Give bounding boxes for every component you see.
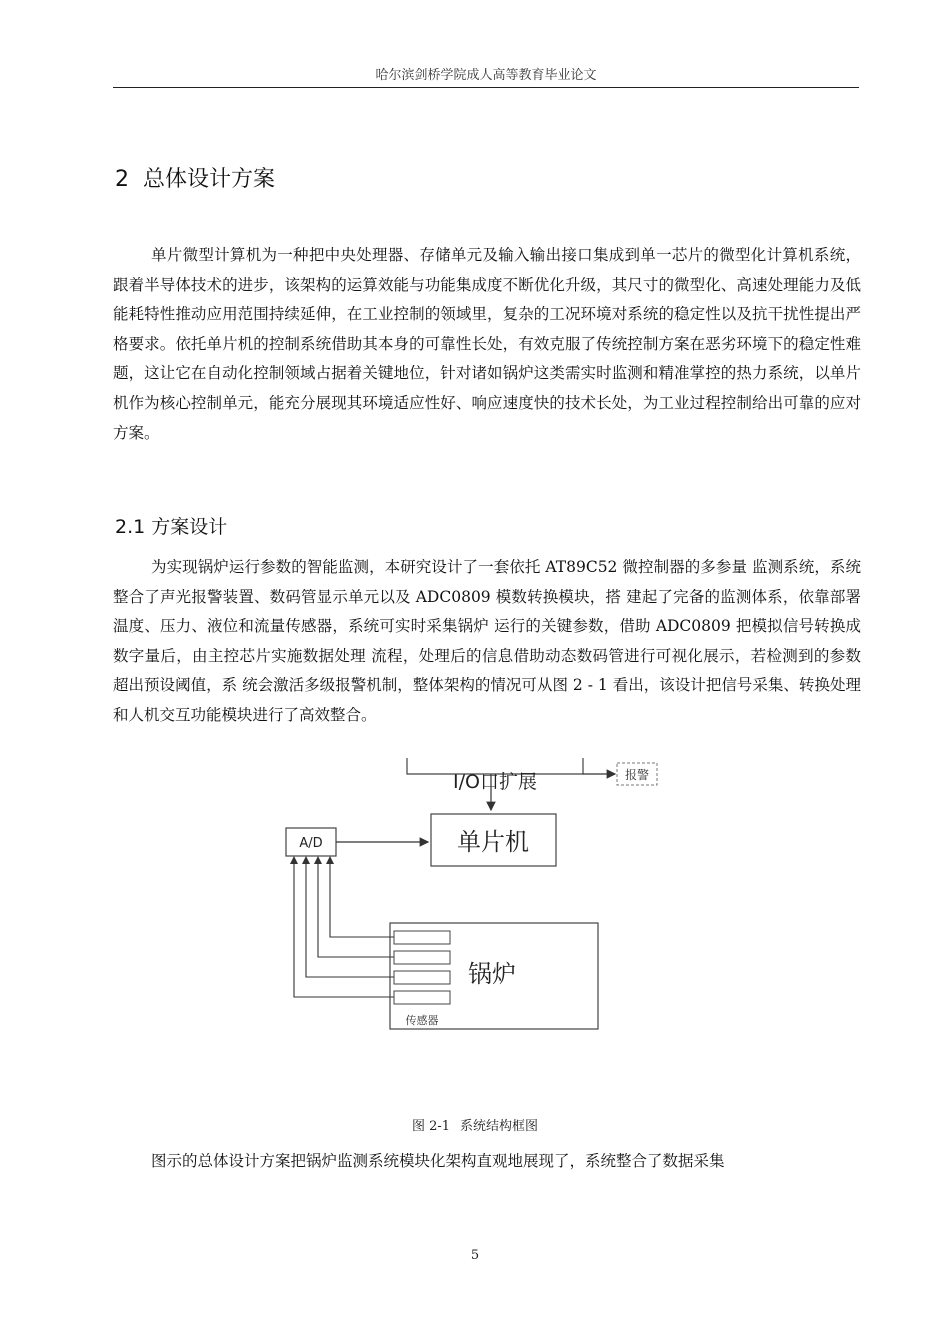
figure-caption (0, 1115, 950, 1134)
ad-converter-label: A/D (299, 836, 323, 851)
sensor-signal-arrowheads (290, 856, 334, 864)
io-expansion-label: I/O口扩展 (453, 771, 537, 793)
figure-number: 图 2-1 (411, 1119, 451, 1134)
header-rule (113, 87, 859, 88)
sensor-4 (394, 991, 450, 1004)
sensor-1 (394, 931, 450, 944)
sensor-3 (394, 971, 450, 984)
section-heading (115, 162, 275, 193)
running-header: 哈尔滨剑桥学院成人高等教育毕业论文 (375, 68, 597, 83)
mcu-block (431, 814, 556, 866)
mcu-label: 单片机 (457, 828, 529, 856)
subsection-title: 方案设计 (151, 516, 228, 538)
sensor-2 (394, 951, 450, 964)
section-number: 2 (115, 167, 129, 192)
boiler-label: 锅炉 (468, 960, 516, 988)
subsection-number: 2.1 (115, 516, 146, 538)
section-title: 总体设计方案 (143, 167, 276, 192)
intro-paragraph: 单片微型计算机为一种把中央处理器、存储单元及输入输出接口集成到单一芯片的微型化计算机系统，跟着半导体技术的进步，该架构的运算效能与功能集成度不断优化升级，其尺寸的微型化、高速处理能力及低能耗特性推动应用范围持续延伸，在工业控制的领域里，复杂的工况环境对系统的稳定性以及抗干扰性提出严格要求。依托单片机的控制系统借助其本身的可靠性长处，有效克服了传统控制方案在恶劣环境下的稳定性难题，这让它在自动化控制领域占据着关键地位，针对诸如锅炉这类需实时监测和精准掌控的热力系统，以单片机作为核心控制单元，能充分展现其环境适应性好、响应速度快的技术长处，为工业过程控制给出可靠的应对方案。 (113, 246, 861, 442)
alarm-label: 报警 (624, 768, 650, 782)
ad-converter-block (286, 828, 336, 856)
sensor-label: 传感器 (405, 1014, 439, 1027)
subsection-heading (115, 512, 227, 539)
closing-paragraph: 图示的总体设计方案把锅炉监测系统模块化架构直观地展现了，系统整合了数据采集 (151, 1152, 725, 1170)
page-number: 5 (470, 1248, 480, 1263)
system-block-diagram (270, 756, 670, 1046)
alarm-block (617, 763, 657, 785)
sensor-signal-lines (294, 859, 394, 997)
figure-caption-text: 系统结构框图 (460, 1119, 539, 1134)
io-expansion-block (407, 758, 583, 793)
design-paragraph: 为实现锅炉运行参数的智能监测，本研究设计了一套依托 AT89C52 微控制器的多参量 监测系统，系统整合了声光报警装置、数码管显示单元以及 ADC0809 模数转换模块，搭 建起了完备的监测体系，依靠部署温度、压力、液位和流量传感器，系统可实时采集锅炉 运行的关键参数，借助 ADC0809 把模拟信号转换成数字量后，由主控芯片实施数据处理 流程，处理后的信息借助动态数码管进行可视化展示，若检测到的参数超出预设阈值，系 统会激活多级报警机制，整体架构的情况可从图 2 - 1 看出，该设计把信号采集、转换处理 和人机交互功能模块进行了高效整合。 (113, 558, 861, 724)
